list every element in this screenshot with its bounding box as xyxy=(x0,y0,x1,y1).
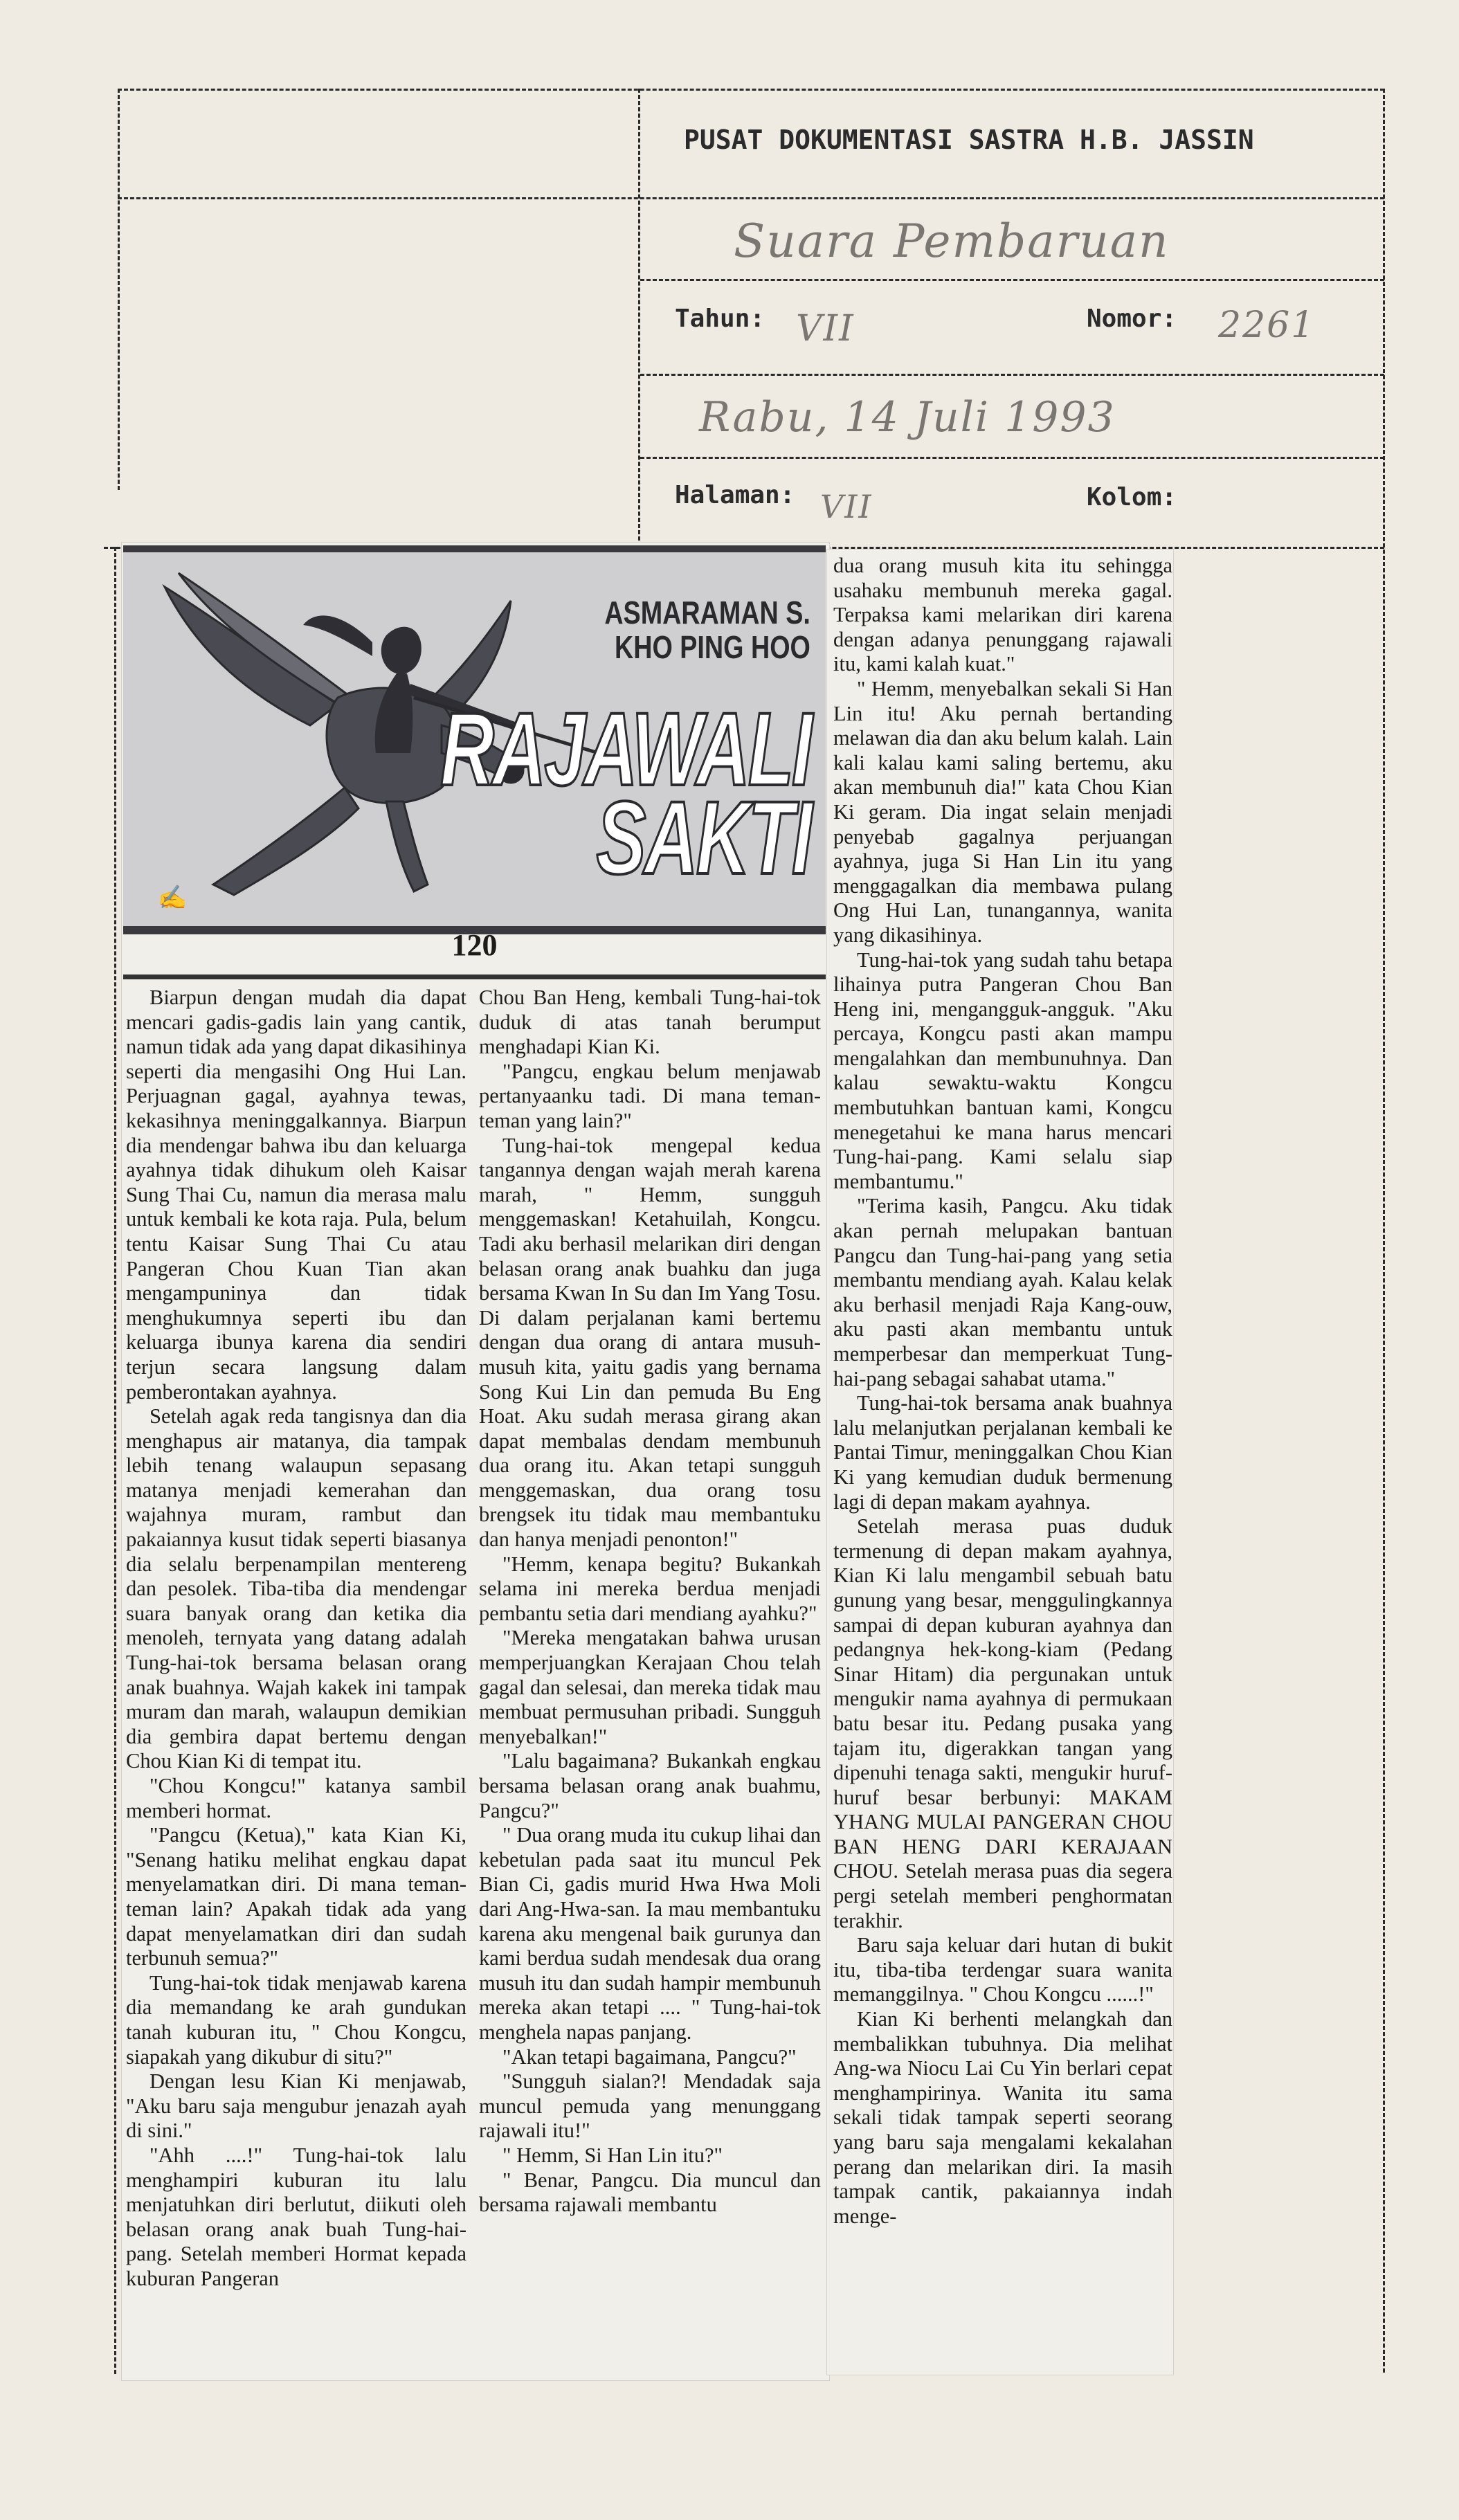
title-line-1: RAJAWALI xyxy=(439,691,810,807)
paragraph: " Hemm, menyebalkan sekali Si Han Lin itu! Aku pernah bertanding melawan dia dan aku belum kalah. Lain kali kalau kami saling bertemu, aku akan membunuh dia!" kata Chou Kian Ki geram. Dia ingat selain menjadi penyebab gagalnya perjuangan ayahnya, juga Si Han Lin itu yang menggagalkan dia membawa pulang Ong Hui Lan, tunangannya, wanita yang dikasihinya. xyxy=(833,676,1172,947)
episode-number: 120 xyxy=(451,928,498,962)
form-top-border xyxy=(118,89,1384,91)
date-handwritten: Rabu, 14 Juli 1993 xyxy=(699,393,1116,442)
paragraph: Kian Ki berhenti melangkah dan membalikkan tubuhnya. Dia melihat Ang-wa Niocu Lai Cu Yin berlari cepat menghampirinya. Wanita itu sama sekali tidak tampak seperti seorang yang baru saja mengalami kekalahan perang dan melarikan diri. Ia masih tampak cantik, pakaiannya indah menge- xyxy=(833,2007,1172,2228)
svg-text:✍: ✍ xyxy=(158,884,188,912)
paragraph: "Hemm, kenapa begitu? Bukankah selama ini mereka berdua menjadi pembantu setia dari mendiang ayahku?" xyxy=(479,1552,821,1625)
paragraph: " Benar, Pangcu. Dia muncul dan bersama rajawali membantu xyxy=(479,2168,821,2217)
number-label: Nomor: xyxy=(1087,305,1177,333)
paragraph: Tung-hai-tok yang sudah tahu betapa lihainya putra Pangeran Chou Ban Heng ini, mengangguk-angguk. "Aku percaya, Kongcu pasti akan mampu mengalahkan dan membunuhnya. Dan kalau sewaktu-waktu Kongcu membutuhkan bantuan kami, Kongcu menegetahui ke mana harus mencari Tung-hai-pang. Kami selalu siap membantumu." xyxy=(833,948,1172,1193)
paragraph: Biarpun dengan mudah dia dapat mencari gadis-gadis lain yang cantik, namun tidak ada yang dapat dikasihinya seperti dia mengasihi Ong Hui Lan. Perjuagnan gagal, ayahnya tewas, kekasihnya meninggalkannya. Biarpun dia mendengar bahwa ibu dan keluarga ayahnya tidak dihukum oleh Kaisar Sung Thai Cu, namun dia merasa malu untuk kembali ke kota raja. Pula, belum tentu Kaisar Sung Thai Cu atau Pangeran Chou Kuan Tian akan mengampuninya dan tidak menghukumnya seperti ibu dan keluarga ibunya karena dia sendiri terjun secara langsung dalam pemberontakan ayahnya. xyxy=(126,986,466,1404)
paragraph: Tung-hai-tok bersama anak buahnya lalu melanjutkan perjalanan kembali ke Pantai Timur, meninggalkan Chou Kian Ki yang kemudian duduk bermenung lagi di depan makam ayahnya. xyxy=(833,1391,1172,1514)
year-label: Tahun: xyxy=(675,305,765,333)
paragraph: "Akan tetapi bagaimana, Pangcu?" xyxy=(502,2045,797,2069)
paragraph: Tung-hai-tok mengepal kedua tangannya dengan wajah merah karena marah, " Hemm, sungguh menggemaskan! Ketahuilah, Kongcu. Tadi aku berhasil melarikan diri dengan belasan orang anak buahku dan juga bersama Kwan In Su dan Im Yang Tosu. Di dalam perjalanan kami bertemu dengan dua orang di antara musuh-musuh kita, yaitu gadis yang bernama Song Kui Lin dan pemuda Bu Eng Hoat. Aku sudah merasa girang akan dapat membalas dendam membunuh dua orang itu. Akan tetapi sungguh menggemaskan, dua orang tosu brengsek itu tidak mau membantuku dan hanya menjadi penonton!" xyxy=(479,1133,821,1552)
form-divider-3 xyxy=(640,374,1384,376)
page-label: Halaman: xyxy=(675,481,795,509)
article-column-2 xyxy=(479,986,821,2218)
page-value: VII xyxy=(820,488,873,525)
form-divider-4 xyxy=(640,457,1384,459)
author-name xyxy=(604,595,810,664)
paragraph: Setelah agak reda tangisnya dan dia menghapus air matanya, dia tampak lebih tenang walaupun sepasang matanya menjadi kemerahan dan wajahnya muram, rambut dan pakaiannya kusut tidak seperti biasanya dia selalu berpenampilan mentereng dan pesolek. Tiba-tiba dia mendengar suara banyak orang dan ketika dia menoleh, ternyata yang datang adalah Tung-hai-tok bersama belasan orang anak buahnya. Wajah kakek ini tampak muram dan marah, walaupun demikian dia gembira dapat bertemu dengan Chou Kian Ki di tempat itu. xyxy=(126,1404,466,1773)
paragraph: "Lalu bagaimana? Bukankah engkau bersama belasan orang anak buahmu, Pangcu?" xyxy=(479,1749,821,1822)
article-column-1 xyxy=(126,986,466,2291)
paragraph: Dengan lesu Kian Ki menjawab, "Aku baru saja mengubur jenazah ayah di sini." xyxy=(126,2069,466,2143)
paragraph: "Chou Kongcu!" katanya sambil memberi hormat. xyxy=(126,1774,466,1822)
paragraph: Chou Ban Heng, kembali Tung-hai-tok duduk di atas tanah berumput menghadapi Kian Ki. xyxy=(479,986,821,1059)
number-value: 2261 xyxy=(1218,305,1316,346)
author-line-1: ASMARAMAN S. xyxy=(604,595,810,631)
paragraph: "Mereka mengatakan bahwa urusan memperjuangkan Kerajaan Chou telah gagal dan selesai, dan mereka tidak mau membuat permusuhan pribadi. Sungguh menyebalkan!" xyxy=(479,1626,821,1748)
form-divider-1 xyxy=(118,197,1384,199)
article-column-3 xyxy=(833,554,1172,2229)
paragraph: Tung-hai-tok tidak menjawab karena dia memandang ke arah gundukan tanah kuburan itu, " Chou Kongcu, siapakah yang dikubur di situ?" xyxy=(126,1970,466,2069)
serial-title-banner xyxy=(123,545,826,934)
form-middle-border xyxy=(638,89,640,547)
title-line-2: SAKTI xyxy=(596,779,810,896)
institution-heading: PUSAT DOKUMENTASI SASTRA H.B. JASSIN xyxy=(684,125,1254,155)
form-divider-2 xyxy=(640,279,1384,281)
paragraph: "Pangcu, engkau belum menjawab pertanyaanku tadi. Di mana teman-teman yang lain?" xyxy=(479,1059,821,1132)
paragraph: "Sungguh sialan?! Mendadak saja muncul pemuda yang menunggang rajawali itu!" xyxy=(479,2069,821,2143)
paragraph: Setelah merasa puas duduk termenung di depan makam ayahnya, Kian Ki lalu mengambil sebuah batu gunung yang besar, menggulingkannya sampai di depan kuburan ayahnya dan pedangnya hek-kong-kiam (Pedang Sinar Hitam) dia pergunakan untuk mengukir nama ayahnya di permukaan batu besar itu. Pedang pusaka yang tajam itu, digerakkan tangan yang dipenuhi tenaga sakti, mengukir huruf-huruf besar berbunyi: MAKAM YHANG MULAI PANGERAN CHOU BAN HENG DARI KERAJAAN CHOU. Setelah merasa puas dia segera pergi setelah memberi penghormatan terakhir. xyxy=(833,1514,1172,1932)
year-value: VII xyxy=(796,308,855,350)
column-label: Kolom: xyxy=(1087,483,1177,511)
form-left-border xyxy=(118,89,120,490)
clipping-left-border xyxy=(114,547,116,2374)
author-line-2: KHO PING HOO xyxy=(615,629,810,665)
paragraph: "Ahh ....!" Tung-hai-tok lalu menghampiri kuburan itu lalu menjatuhkan diri berlutut, diikuti oleh belasan orang anak buah Tung-hai-pang. Setelah memberi Hormat kepada kuburan Pangeran xyxy=(126,2143,466,2290)
publication-name-handwritten: Suara Pembaruan xyxy=(734,215,1170,268)
paragraph: "Terima kasih, Pangcu. Aku tidak akan pernah melupakan bantuan Pangcu dan Tung-hai-pang yang setia membantu mendiang ayah. Kalau kelak aku berhasil menjadi Raja Kang-ouw, aku pasti akan membantu untuk memperbesar dan memperkuat Tung-hai-pang sebagai sahabat utama." xyxy=(833,1194,1172,1390)
episode-rule xyxy=(123,975,826,979)
paragraph: " Dua orang muda itu cukup lihai dan kebetulan pada saat itu muncul Pek Bian Ci, gadis murid Hwa Hwa Moli dari Ang-Hwa-san. Ia mau membantuku karena aku mengenal baik gurunya dan kami berdua sudah mendesak dua orang musuh itu dan sudah hampir membunuh mereka akan tetapi .... " Tung-hai-tok menghela napas panjang. xyxy=(479,1823,821,2044)
paragraph: dua orang musuh kita itu sehingga usahaku membunuh mereka gagal. Terpaksa kami melarikan diri karena dengan adanya penunggang rajawali itu, kami kalah kuat." xyxy=(833,554,1172,676)
paragraph: Baru saja keluar dari hutan di bukit itu, tiba-tiba terdengar suara wanita memanggilnya. " Chou Kongcu ......!" xyxy=(833,1933,1172,2006)
serial-title xyxy=(439,691,810,896)
paragraph: " Hemm, Si Han Lin itu?" xyxy=(502,2143,723,2167)
form-right-border xyxy=(1383,89,1385,2373)
paragraph: "Pangcu (Ketua)," kata Kian Ki, "Senang hatiku melihat engkau dapat menyelamatkan diri. Di mana teman-teman lain? Apakah tidak ada yang dapat menyelamatkan diri dan sudah terbunuh semua?" xyxy=(126,1823,466,1970)
